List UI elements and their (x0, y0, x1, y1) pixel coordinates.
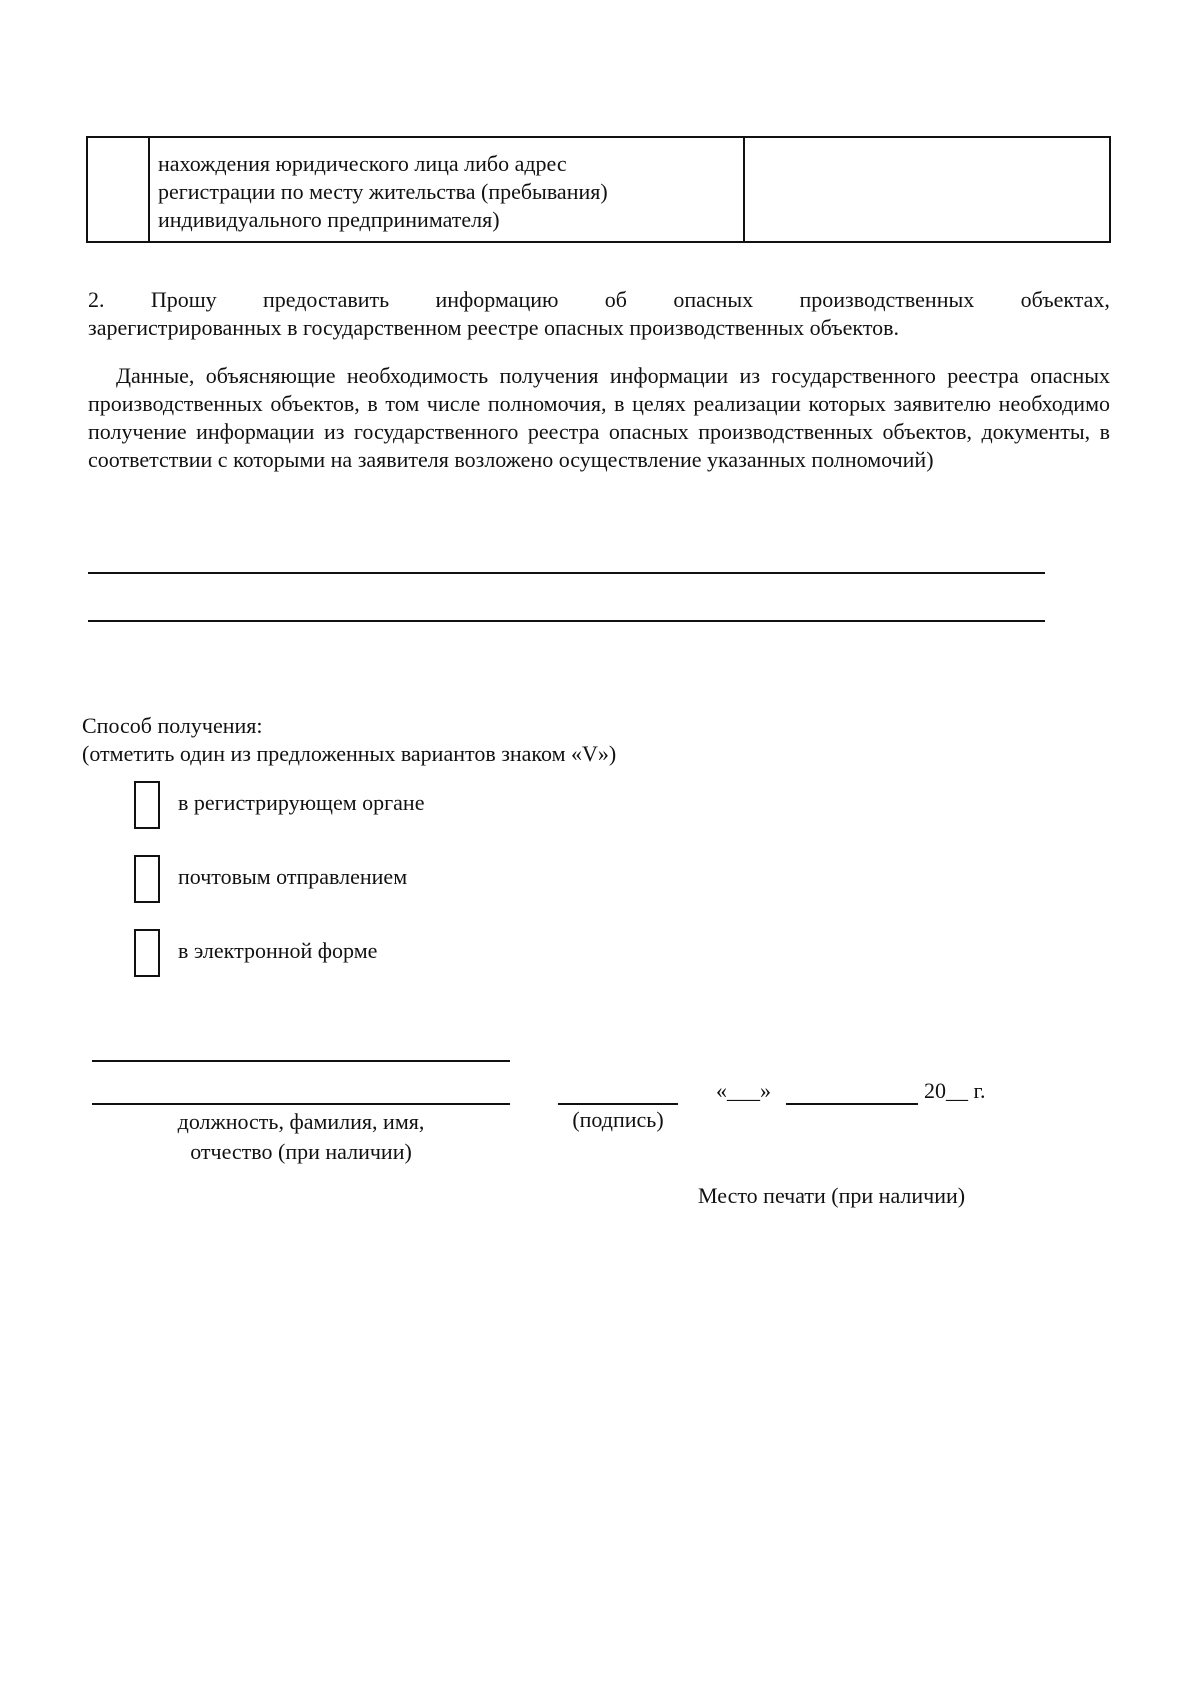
table-label-line: регистрации по месту жительства (пребывания) (158, 179, 608, 204)
section-word: предоставить (262, 287, 390, 312)
receipt-option-label: почтовым отправлением (178, 864, 408, 889)
section-word: объектах, (1020, 287, 1110, 312)
position-caption-line-1: должность, фамилия, имя, (177, 1109, 425, 1134)
position-caption (92, 1107, 510, 1167)
section-2-line-1 (88, 286, 1110, 314)
receipt-option-mail[interactable] (134, 854, 407, 904)
date-day[interactable]: «___» (716, 1078, 771, 1103)
checkbox[interactable] (134, 929, 160, 977)
receipt-method-hint: (отметить один из предложенных вариантов знаком «V») (82, 741, 617, 766)
section-word: информацию (435, 287, 559, 312)
receipt-option-electronic[interactable] (134, 928, 377, 978)
date-month-fill-line[interactable] (786, 1103, 918, 1105)
table-label-line: нахождения юридического лица либо адрес (158, 151, 567, 176)
position-fill-line[interactable] (92, 1103, 510, 1105)
table-label-line: индивидуального предпринимателя) (158, 207, 500, 232)
explanation-fill-line-1[interactable] (88, 572, 1045, 574)
section-2-line-2: зарегистрированных в государственном реестре опасных производственных объектов. (88, 315, 900, 340)
applicant-info-table (86, 136, 1111, 243)
section-word: опасных (673, 287, 754, 312)
stamp-place: Место печати (при наличии) (698, 1183, 966, 1208)
signature-caption: (подпись) (572, 1107, 664, 1132)
receipt-option-label: в регистрирующем органе (178, 790, 425, 815)
date-year[interactable]: 20__ г. (924, 1078, 986, 1103)
explanation-fill-line-2[interactable] (88, 620, 1045, 622)
section-word: производственных (799, 287, 975, 312)
position-fill-line-top[interactable] (92, 1060, 510, 1062)
section-word: об (604, 287, 627, 312)
section-number: 2. (88, 287, 105, 312)
section-2-request (88, 286, 1110, 342)
table-number-cell (88, 138, 150, 241)
explanation-paragraph: Данные, объясняющие необходимость получения информации из государственного реестра опасных производственных объектов, в том числе полномочия, в целях реализации которых заявителю необходимо получение информации из государственного реестра опасных производственных объектов, документы, в соответствии с которыми на заявителя возложено осуществление указанных полномочий) (88, 363, 1110, 472)
table-label-cell (150, 138, 745, 241)
position-caption-line-2: отчество (при наличии) (190, 1139, 412, 1164)
receipt-option-label: в электронной форме (178, 938, 378, 963)
checkbox[interactable] (134, 855, 160, 903)
receipt-method-title: Способ получения: (82, 713, 263, 738)
checkbox[interactable] (134, 781, 160, 829)
section-word: Прошу (150, 287, 217, 312)
table-value-cell[interactable] (745, 138, 1109, 241)
receipt-option-registry[interactable] (134, 780, 424, 830)
